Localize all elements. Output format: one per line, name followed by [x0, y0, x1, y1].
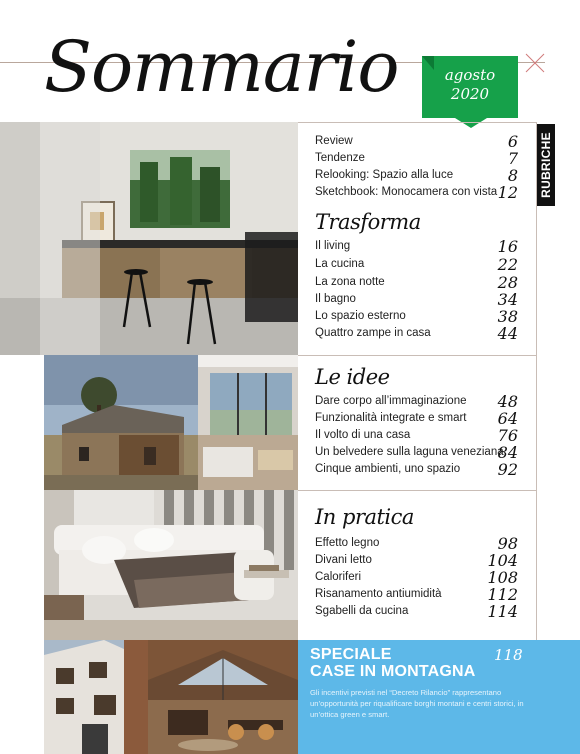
toc-item-label: Il volto di una casa	[315, 429, 411, 441]
toc-item[interactable]	[315, 460, 518, 480]
toc-item-page: 48	[497, 392, 518, 411]
kitchen-photo	[0, 122, 298, 355]
toc-item-label: Funzionalità integrate e smart	[315, 412, 467, 424]
toc-item-label: Tendenze	[315, 152, 365, 164]
terrace-photo	[198, 355, 298, 490]
toc-item[interactable]	[315, 426, 518, 446]
toc-item[interactable]	[315, 324, 518, 344]
toc-item-label: Relooking: Spazio alla luce	[315, 169, 454, 181]
speciale-title	[310, 646, 476, 680]
toc-item-label: La cucina	[315, 258, 365, 270]
toc-item-page: 16	[497, 237, 518, 256]
toc-item-label: Cinque ambienti, uno spazio	[315, 463, 461, 475]
toc-item-label: Quattro zampe in casa	[315, 327, 431, 339]
toc-item-tendenze[interactable]	[315, 149, 518, 169]
toc-item-page: 6	[507, 132, 518, 151]
mountain-house-photo	[44, 640, 148, 754]
toc-item-label: Sgabelli da cucina	[315, 605, 409, 617]
toc-item-page: 12	[497, 183, 518, 202]
toc-item-label: Caloriferi	[315, 571, 362, 583]
toc-item-label: Effetto legno	[315, 537, 380, 549]
rubriche-tab	[537, 124, 555, 206]
toc-item-label: Lo spazio esterno	[315, 310, 406, 322]
badge-month: agosto	[444, 66, 496, 84]
speciale-box[interactable]	[298, 640, 580, 754]
speciale-title-line2: CASE IN MONTAGNA	[310, 663, 476, 680]
toc-item-label: Review	[315, 135, 353, 147]
toc-item[interactable]	[315, 237, 518, 257]
chalet-interior-photo	[148, 640, 298, 754]
toc-item-review[interactable]	[315, 132, 518, 152]
toc-item-page: 92	[497, 460, 518, 479]
toc-item-page: 108	[487, 568, 518, 587]
toc-item-label: La zona notte	[315, 276, 385, 288]
toc-item-page: 7	[507, 149, 518, 168]
badge-fold	[422, 56, 434, 70]
toc-item[interactable]	[315, 255, 518, 275]
speciale-page: 118	[494, 646, 523, 664]
toc-item-page: 112	[487, 585, 518, 604]
toc-item-page: 34	[497, 290, 518, 309]
toc-item-page: 76	[497, 426, 518, 445]
toc-item-label: Il bagno	[315, 293, 356, 305]
section-title-trasforma: Trasforma	[315, 210, 421, 234]
speciale-title-line1: SPECIALE	[310, 646, 392, 663]
toc-item-page: 114	[487, 602, 518, 621]
toc-item[interactable]	[315, 290, 518, 310]
date-badge	[422, 56, 518, 118]
toc-item[interactable]	[315, 273, 518, 293]
toc-item[interactable]	[315, 307, 518, 327]
toc-item-page: 104	[487, 551, 518, 570]
toc-item-page: 8	[507, 166, 518, 185]
farmhouse-photo	[44, 355, 198, 490]
toc-item-label: Sketchbook: Monocamera con vista	[315, 186, 498, 198]
crop-mark-icon	[524, 52, 546, 74]
toc-item-label: Il living	[315, 240, 351, 252]
toc-item-page: 64	[497, 409, 518, 428]
toc-item-page: 84	[497, 443, 518, 462]
speciale-description: Gli incentivi previsti nel “Decreto Rilancio” rappresentano un’opportunità per riqualificare borghi montani e centri storici, in un’ottica green e smart.	[310, 688, 524, 719]
divider-1	[298, 355, 536, 356]
toc-item-label: Risanamento antiumidità	[315, 588, 442, 600]
section-title-le-idee: Le idee	[315, 365, 390, 389]
toc-item-page: 22	[497, 255, 518, 274]
toc-item-label: Divani letto	[315, 554, 372, 566]
toc-item-page: 98	[497, 534, 518, 553]
rubriche-label: RUBRICHE	[539, 132, 553, 198]
toc-item[interactable]	[315, 392, 518, 412]
sofa-bed-photo	[44, 490, 298, 640]
divider-2	[298, 490, 536, 491]
toc-item-label: Dare corpo all’immaginazione	[315, 395, 467, 407]
toc-item[interactable]	[315, 602, 518, 622]
toc-item-page: 28	[497, 273, 518, 292]
divider-top	[298, 122, 536, 123]
badge-pointer	[455, 118, 487, 128]
toc-item-label: Un belvedere sulla laguna veneziana	[315, 446, 504, 458]
badge-year: 2020	[450, 85, 490, 103]
toc-item[interactable]	[315, 409, 518, 429]
section-title-in-pratica: In pratica	[315, 505, 414, 529]
toc-item-sketchbook[interactable]	[315, 183, 518, 203]
toc-item-page: 44	[497, 324, 518, 343]
toc-item-page: 38	[497, 307, 518, 326]
toc-item[interactable]	[315, 443, 518, 463]
toc-item-relooking[interactable]	[315, 166, 518, 186]
page-title: Sommario	[44, 26, 399, 108]
